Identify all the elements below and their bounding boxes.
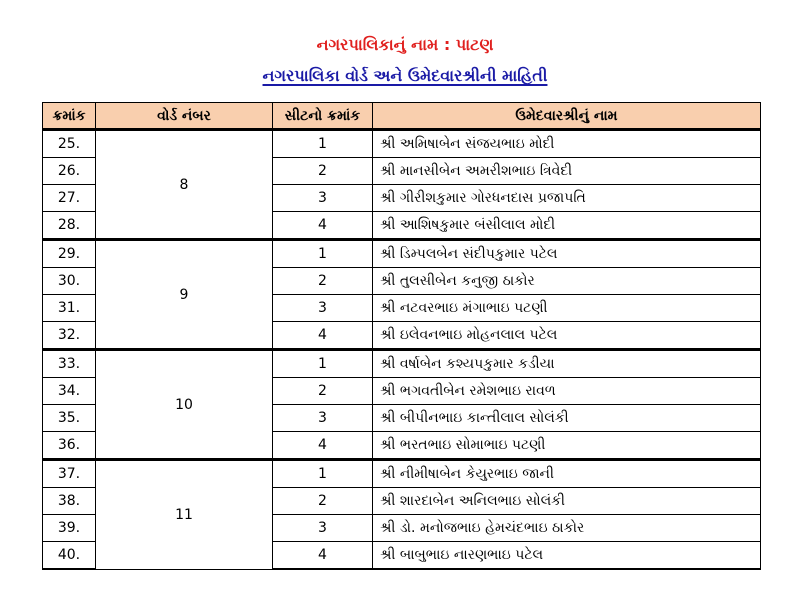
- column-header-serial: ક્રમાંક: [43, 103, 96, 130]
- serial-cell: 33.: [43, 350, 96, 378]
- seat-cell: 3: [273, 405, 373, 432]
- table-body: [43, 130, 761, 570]
- candidate-name-cell: શ્રી ડિમ્પલબેન સંદીપકુમાર પટેલ: [373, 240, 761, 268]
- serial-cell: 25.: [43, 130, 96, 158]
- seat-cell: 3: [273, 185, 373, 212]
- serial-cell: 29.: [43, 240, 96, 268]
- seat-cell: 2: [273, 268, 373, 295]
- candidate-name-cell: શ્રી શારદાબેન અનિલભાઇ સોલંકી: [373, 488, 761, 515]
- ward-number-cell: 11: [96, 460, 273, 570]
- candidate-name-cell: શ્રી ડો. મનોજભાઇ હેમચંદભાઇ ઠાકોર: [373, 515, 761, 542]
- serial-cell: 34.: [43, 378, 96, 405]
- ward-number-cell: 9: [96, 240, 273, 350]
- ward-number-cell: 8: [96, 130, 273, 240]
- candidate-name-cell: શ્રી માનસીબેન અમરીશભાઇ ત્રિવેદી: [373, 158, 761, 185]
- serial-cell: 38.: [43, 488, 96, 515]
- column-header-seat: સીટનો ક્રમાંક: [273, 103, 373, 130]
- serial-cell: 31.: [43, 295, 96, 322]
- seat-cell: 2: [273, 378, 373, 405]
- serial-cell: 28.: [43, 212, 96, 240]
- serial-cell: 39.: [43, 515, 96, 542]
- seat-cell: 2: [273, 158, 373, 185]
- candidate-name-cell: શ્રી આશિષકુમાર બંસીલાલ મોદી: [373, 212, 761, 240]
- candidate-name-cell: શ્રી બીપીનભાઇ કાન્તીલાલ સોલંકી: [373, 405, 761, 432]
- seat-cell: 1: [273, 240, 373, 268]
- ward-number-cell: 10: [96, 350, 273, 460]
- serial-cell: 30.: [43, 268, 96, 295]
- header-row: [43, 103, 761, 130]
- page-subtitle-text: નગરપાલિકા વોર્ડ અને ઉમેદવારશ્રીની માહિતી: [262, 66, 548, 85]
- candidate-name-cell: શ્રી તુલસીબેન કનુજી ઠાકોર: [373, 268, 761, 295]
- serial-cell: 40.: [43, 542, 96, 570]
- seat-cell: 3: [273, 295, 373, 322]
- seat-cell: 4: [273, 212, 373, 240]
- serial-cell: 37.: [43, 460, 96, 488]
- page-subtitle: [0, 66, 810, 86]
- seat-cell: 3: [273, 515, 373, 542]
- candidate-name-cell: શ્રી ગીરીશકુમાર ગોરધનદાસ પ્રજાપતિ: [373, 185, 761, 212]
- candidate-name-cell: શ્રી વર્ષાબેન કશ્યપકુમાર કડીયા: [373, 350, 761, 378]
- seat-cell: 4: [273, 322, 373, 350]
- serial-cell: 36.: [43, 432, 96, 460]
- table-row: [43, 350, 761, 378]
- seat-cell: 1: [273, 460, 373, 488]
- serial-cell: 27.: [43, 185, 96, 212]
- page-title: નગરપાલિકાનું નામ : પાટણ: [316, 35, 494, 54]
- candidate-name-cell: શ્રી અમિષાબેન સંજયભાઇ મોદી: [373, 130, 761, 158]
- table-row: [43, 240, 761, 268]
- seat-cell: 4: [273, 542, 373, 570]
- candidate-name-cell: શ્રી નટવરભાઇ મંગાભાઇ પટણી: [373, 295, 761, 322]
- column-header-ward: વોર્ડ નંબર: [96, 103, 273, 130]
- seat-cell: 1: [273, 350, 373, 378]
- column-header-candidate-name: ઉમેદવારશ્રીનું નામ: [373, 103, 761, 130]
- candidate-name-cell: શ્રી ભગવતીબેન રમેશભાઇ રાવળ: [373, 378, 761, 405]
- candidate-name-cell: શ્રી નીમીષાબેન કેયુરભાઇ જાની: [373, 460, 761, 488]
- table-header: [43, 103, 761, 130]
- candidate-name-cell: શ્રી બાબુભાઇ નારણભાઇ પટેલ: [373, 542, 761, 570]
- candidates-table: [42, 102, 761, 570]
- candidate-name-cell: શ્રી ઇલેવનભાઇ મોહનલાલ પટેલ: [373, 322, 761, 350]
- candidate-name-cell: શ્રી ભરતભાઇ સોમાભાઇ પટણી: [373, 432, 761, 460]
- seat-cell: 1: [273, 130, 373, 158]
- table-row: [43, 460, 761, 488]
- serial-cell: 26.: [43, 158, 96, 185]
- serial-cell: 35.: [43, 405, 96, 432]
- seat-cell: 4: [273, 432, 373, 460]
- serial-cell: 32.: [43, 322, 96, 350]
- table-row: [43, 130, 761, 158]
- seat-cell: 2: [273, 488, 373, 515]
